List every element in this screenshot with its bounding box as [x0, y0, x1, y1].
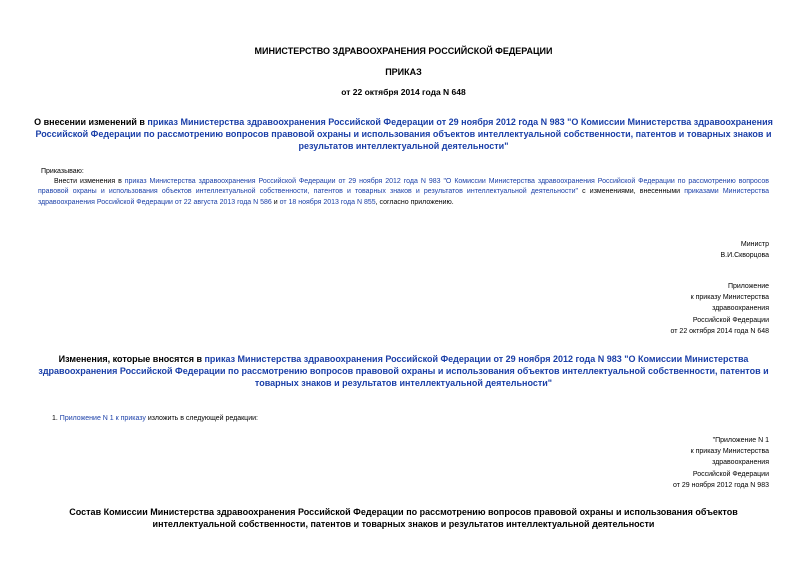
appendix-1-line: "Приложение N 1 [712, 437, 769, 444]
main-paragraph [38, 177, 769, 208]
order-586-link[interactable]: приказами Министерства здравоохранения Российской Федерации от 22 августа 2013 года N 586 [38, 188, 770, 206]
appendix-1-line: здравоохранения [712, 459, 769, 467]
signature-block [721, 239, 770, 261]
appendix-line: здравоохранения [712, 305, 769, 313]
appendix-line: Российской Федерации [692, 316, 769, 324]
order-983-link[interactable]: приказ Министерства здравоохранения Российской Федерации от 29 ноября 2012 года N 983 "О Комиссии Министерства здравоохранения Российской Федерации по рассмотрению вопросов правовой охраны и использования объектов интеллектуальной собственности, патентов и товарных знаков и результатов интеллектуальной деятельности" [35, 117, 773, 151]
appendix-1-link[interactable]: Приложение N 1 к приказу [59, 415, 146, 422]
appendix-line: от 22 октября 2014 года N 648 [670, 327, 769, 335]
commission-heading: Состав Комиссии Министерства здравоохранения Российской Федерации по рассмотрению вопросов правовой охраны и использования объектов интеллектуальной собственности, патентов и товарных знаков и результатов интеллектуальной деятельности [69, 507, 738, 529]
appendix-1-line: Российской Федерации [692, 470, 769, 478]
ministry-title: МИНИСТЕРСТВО ЗДРАВООХРАНЕНИЯ РОССИЙСКОЙ ФЕДЕРАЦИИ [254, 46, 553, 56]
doc-date: от 22 октября 2014 года N 648 [341, 87, 466, 97]
changes-heading-prefix: Изменения, которые вносятся в [58, 354, 205, 364]
amendment-heading [30, 116, 777, 152]
appendix-1-line: от 29 ноября 2012 года N 983 [673, 481, 769, 489]
signature-position: Министр [740, 241, 769, 248]
appendix-1-block [673, 435, 769, 491]
prikazyvayu-label: Приказываю: [41, 168, 84, 175]
signature-name: В.И.Скворцова [720, 252, 769, 260]
changes-order-983-link[interactable]: приказ Министерства здравоохранения Российской Федерации от 29 ноября 2012 года N 983 "О Комиссии Министерства здравоохранения Российской Федерации по рассмотрению вопросов правовой охраны и использования объектов интеллектуальной собственности, патентов и товарных знаков и результатов интеллектуальной деятельности" [38, 354, 769, 388]
item-1 [52, 414, 258, 424]
appendix-1-line: к приказу Министерства [690, 448, 769, 456]
changes-heading [30, 353, 777, 389]
para-suffix: , согласно приложению. [375, 198, 454, 206]
amendment-heading-prefix: О внесении изменений в [34, 117, 148, 127]
appendix-block [671, 281, 769, 337]
item-1-suffix: изложить в следующей редакции: [145, 415, 258, 422]
doc-type: ПРИКАЗ [385, 67, 422, 77]
appendix-line: к приказу Министерства [690, 294, 769, 302]
item-1-number: 1. [52, 415, 60, 422]
para-prefix: Внести изменения в [54, 178, 125, 185]
appendix-line: Приложение [727, 283, 769, 290]
para-and: и [271, 198, 280, 206]
para-mid: с изменениями, внесенными [578, 188, 685, 196]
para-order-983-link[interactable]: приказ Министерства здравоохранения Российской Федерации от 29 ноября 2012 года N 983 "О Комиссии Министерства здравоохранения Российской Федерации по рассмотрению вопросов правовой охраны и использования объектов интеллектуальной собственности, патентов и товарных знаков и результатов интеллектуальной деятельности" [38, 178, 769, 196]
order-855-link[interactable]: от 18 ноября 2013 года N 855 [279, 198, 376, 206]
